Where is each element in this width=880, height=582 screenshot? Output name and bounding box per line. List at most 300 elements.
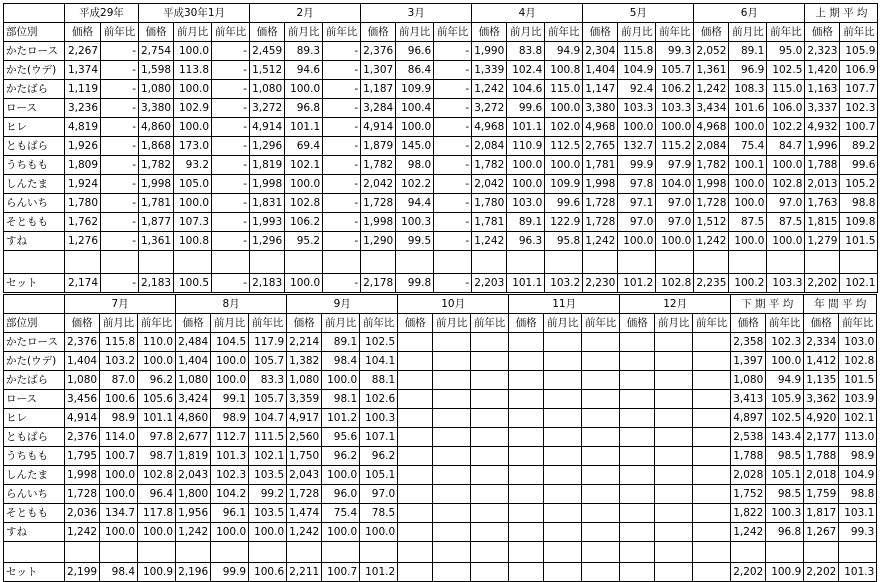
value-cell — [582, 409, 620, 428]
value-cell: - — [212, 194, 250, 213]
value-cell: 143.4 — [766, 428, 804, 447]
table-row — [4, 42, 878, 61]
value-cell: 1,781 — [583, 156, 618, 175]
value-cell — [620, 352, 655, 371]
value-cell: 100.6 — [100, 390, 138, 409]
value-cell: - — [323, 42, 361, 61]
value-cell: - — [434, 175, 472, 194]
period-header: 12月 — [620, 295, 731, 314]
column-header: 価格 — [65, 314, 100, 333]
value-cell: 101.2 — [322, 409, 360, 428]
value-cell — [398, 563, 433, 582]
cut-name: かた(ウデ) — [4, 352, 65, 371]
value-cell: 1,877 — [139, 213, 174, 232]
value-cell: 3,424 — [176, 390, 211, 409]
value-cell: 104.1 — [360, 352, 398, 371]
value-cell — [655, 504, 693, 523]
value-cell — [582, 333, 620, 352]
value-cell — [544, 563, 582, 582]
value-cell: - — [434, 232, 472, 251]
value-cell: 108.3 — [729, 80, 767, 99]
value-cell: 102.2 — [396, 175, 434, 194]
value-cell: 101.3 — [839, 563, 877, 582]
value-cell: 2,484 — [176, 333, 211, 352]
value-cell — [509, 390, 544, 409]
value-cell — [471, 352, 509, 371]
value-cell — [433, 466, 471, 485]
value-cell: 97.0 — [656, 194, 694, 213]
value-cell: 2,183 — [250, 274, 285, 293]
value-cell: 101.1 — [507, 274, 545, 293]
value-cell: 1,782 — [472, 156, 507, 175]
value-cell: 4,968 — [583, 118, 618, 137]
value-cell: 102.4 — [507, 61, 545, 80]
value-cell: 100.0 — [322, 371, 360, 390]
value-cell: 1,361 — [694, 61, 729, 80]
value-cell — [471, 409, 509, 428]
value-cell: 1,998 — [250, 175, 285, 194]
value-cell: 98.8 — [840, 194, 878, 213]
table-row — [4, 371, 877, 390]
value-cell: 4,819 — [65, 118, 101, 137]
value-cell: 1,926 — [65, 137, 101, 156]
table-row — [4, 352, 877, 371]
column-header: 価格 — [398, 314, 433, 333]
value-cell: 1,242 — [694, 80, 729, 99]
value-cell — [655, 371, 693, 390]
value-cell: - — [212, 175, 250, 194]
value-cell — [398, 371, 433, 390]
blank-cell — [101, 251, 139, 274]
value-cell: 99.5 — [396, 232, 434, 251]
blank-cell — [472, 251, 507, 274]
column-header: 前年比 — [693, 314, 731, 333]
value-cell — [544, 504, 582, 523]
value-cell — [582, 447, 620, 466]
value-cell — [433, 447, 471, 466]
value-cell: 2,376 — [361, 42, 396, 61]
value-cell: 102.6 — [360, 390, 398, 409]
value-cell: 99.3 — [656, 42, 694, 61]
value-cell — [582, 523, 620, 542]
value-cell: 1,998 — [65, 466, 100, 485]
value-cell: 1,728 — [583, 213, 618, 232]
value-cell: 1,267 — [804, 523, 839, 542]
cut-name: ヒレ — [4, 118, 65, 137]
value-cell: 100.0 — [729, 118, 767, 137]
value-cell — [693, 485, 731, 504]
value-cell: 2,211 — [287, 563, 322, 582]
value-cell: 100.0 — [138, 523, 176, 542]
blank-cell — [174, 251, 212, 274]
value-cell: 100.4 — [396, 99, 434, 118]
column-header: 前年比 — [767, 23, 805, 42]
value-cell: 100.0 — [396, 118, 434, 137]
table-row — [4, 175, 878, 194]
value-cell: 1,728 — [694, 194, 729, 213]
value-cell: 103.0 — [507, 194, 545, 213]
value-cell: 102.2 — [767, 118, 805, 137]
value-cell: 104.9 — [839, 466, 877, 485]
value-cell: 104.5 — [211, 333, 249, 352]
table-row — [4, 213, 878, 232]
value-cell: 106.2 — [285, 213, 323, 232]
value-cell: 1,290 — [361, 232, 396, 251]
cut-name: うちもも — [4, 447, 65, 466]
value-cell: 1,279 — [805, 232, 840, 251]
value-cell — [620, 466, 655, 485]
value-cell: 97.0 — [656, 213, 694, 232]
blank-cell — [434, 251, 472, 274]
value-cell — [398, 428, 433, 447]
value-cell: - — [212, 156, 250, 175]
value-cell: - — [323, 137, 361, 156]
value-cell — [471, 485, 509, 504]
value-cell — [471, 466, 509, 485]
value-cell: 3,284 — [361, 99, 396, 118]
price-table-second-half — [3, 294, 877, 582]
column-header: 前年比 — [212, 23, 250, 42]
column-header: 前月比 — [655, 314, 693, 333]
value-cell: 1,242 — [287, 523, 322, 542]
value-cell: 100.0 — [138, 352, 176, 371]
table-row — [4, 485, 877, 504]
value-cell: - — [101, 213, 139, 232]
value-cell: 101.6 — [729, 99, 767, 118]
value-cell: 1,242 — [694, 232, 729, 251]
value-cell — [544, 352, 582, 371]
value-cell: 100.0 — [545, 99, 583, 118]
value-cell: 78.5 — [360, 504, 398, 523]
value-cell: 96.2 — [322, 447, 360, 466]
value-cell: 100.0 — [211, 371, 249, 390]
value-cell: 1,242 — [472, 232, 507, 251]
value-cell: 100.0 — [174, 80, 212, 99]
value-cell: 109.9 — [396, 80, 434, 99]
value-cell: 96.0 — [322, 485, 360, 504]
value-cell: 104.6 — [507, 80, 545, 99]
value-cell: 1,879 — [361, 137, 396, 156]
value-cell: 99.6 — [840, 156, 878, 175]
value-cell — [544, 466, 582, 485]
value-cell — [693, 466, 731, 485]
value-cell: 115.8 — [100, 333, 138, 352]
value-cell — [509, 504, 544, 523]
value-cell: 1,788 — [731, 447, 766, 466]
value-cell — [509, 333, 544, 352]
column-header: 価格 — [805, 23, 840, 42]
value-cell — [433, 409, 471, 428]
value-cell: 100.0 — [729, 175, 767, 194]
value-cell: 3,362 — [804, 390, 839, 409]
value-cell: 104.9 — [618, 61, 656, 80]
column-header: 前月比 — [396, 23, 434, 42]
column-header: 前年比 — [249, 314, 287, 333]
value-cell — [693, 428, 731, 447]
value-cell: 103.5 — [249, 466, 287, 485]
value-cell: 100.0 — [767, 232, 805, 251]
value-cell: - — [101, 80, 139, 99]
value-cell: - — [434, 80, 472, 99]
blank-cell — [250, 251, 285, 274]
value-cell: 102.5 — [767, 61, 805, 80]
value-cell: - — [212, 118, 250, 137]
value-cell: 100.7 — [322, 563, 360, 582]
blank-cell — [544, 542, 582, 563]
value-cell: 2,042 — [472, 175, 507, 194]
value-cell: 1,817 — [804, 504, 839, 523]
value-cell: 101.1 — [138, 409, 176, 428]
table-row — [4, 61, 878, 80]
set-label: セット — [4, 274, 65, 293]
set-row — [4, 274, 878, 293]
blank-cell — [285, 251, 323, 274]
blank-cell — [693, 542, 731, 563]
value-cell: 4,920 — [804, 409, 839, 428]
value-cell: 2,214 — [287, 333, 322, 352]
value-cell — [509, 409, 544, 428]
value-cell — [398, 447, 433, 466]
column-header: 前年比 — [840, 23, 878, 42]
value-cell: - — [212, 137, 250, 156]
value-cell: 111.5 — [249, 428, 287, 447]
value-cell: 2,334 — [804, 333, 839, 352]
value-cell: - — [434, 61, 472, 80]
period-header: 6月 — [694, 4, 805, 23]
table-row — [4, 232, 878, 251]
blank-cell — [507, 251, 545, 274]
value-cell: 106.9 — [840, 61, 878, 80]
value-cell: 1,728 — [361, 194, 396, 213]
value-cell — [398, 409, 433, 428]
value-cell: 87.0 — [100, 371, 138, 390]
value-cell: - — [434, 213, 472, 232]
value-cell: 89.1 — [729, 42, 767, 61]
value-cell: 99.9 — [618, 156, 656, 175]
blank-cell — [176, 542, 211, 563]
value-cell: 102.8 — [839, 352, 877, 371]
value-cell: 100.9 — [766, 563, 804, 582]
value-cell: 1,404 — [65, 352, 100, 371]
value-cell: 122.9 — [545, 213, 583, 232]
value-cell: 102.1 — [840, 274, 878, 293]
value-cell: 100.5 — [174, 274, 212, 293]
value-cell — [655, 352, 693, 371]
value-cell: 115.8 — [618, 42, 656, 61]
value-cell: 105.2 — [840, 175, 878, 194]
value-cell: 83.8 — [507, 42, 545, 61]
value-cell: 2,043 — [287, 466, 322, 485]
value-cell: 100.0 — [100, 523, 138, 542]
blank-cell — [731, 542, 766, 563]
value-cell: 103.3 — [767, 274, 805, 293]
value-cell: 1,815 — [805, 213, 840, 232]
value-cell: 2,765 — [583, 137, 618, 156]
blank-cell — [545, 251, 583, 274]
value-cell: 101.1 — [285, 118, 323, 137]
value-cell: 2,376 — [65, 428, 100, 447]
value-cell — [582, 390, 620, 409]
value-cell: 94.6 — [285, 61, 323, 80]
value-cell — [544, 485, 582, 504]
value-cell: 102.3 — [840, 99, 878, 118]
period-header: 11月 — [509, 295, 620, 314]
value-cell: - — [101, 42, 139, 61]
value-cell: 100.0 — [322, 466, 360, 485]
value-cell: 2,042 — [361, 175, 396, 194]
value-cell: 4,932 — [805, 118, 840, 137]
value-cell: 1,990 — [472, 42, 507, 61]
value-cell: 1,728 — [65, 485, 100, 504]
value-cell: 101.3 — [211, 447, 249, 466]
table-row — [4, 409, 877, 428]
value-cell: 1,956 — [176, 504, 211, 523]
value-cell — [655, 466, 693, 485]
value-cell: - — [323, 194, 361, 213]
value-cell: 2,304 — [583, 42, 618, 61]
value-cell: 98.5 — [766, 447, 804, 466]
value-cell: 95.2 — [285, 232, 323, 251]
blank-cell — [211, 542, 249, 563]
value-cell: 105.7 — [249, 352, 287, 371]
blank-row — [4, 542, 877, 563]
value-cell: 3,272 — [250, 99, 285, 118]
value-cell: 2,084 — [472, 137, 507, 156]
value-cell: 99.8 — [396, 274, 434, 293]
blank-cell — [655, 542, 693, 563]
column-header: 価格 — [509, 314, 544, 333]
value-cell: 100.0 — [507, 175, 545, 194]
value-cell: 98.7 — [138, 447, 176, 466]
value-cell: 2,018 — [804, 466, 839, 485]
value-cell — [544, 409, 582, 428]
value-cell: 1,242 — [731, 523, 766, 542]
value-cell — [693, 504, 731, 523]
value-cell — [509, 466, 544, 485]
value-cell: 1,780 — [65, 194, 101, 213]
value-cell: 1,781 — [139, 194, 174, 213]
value-cell: 110.9 — [507, 137, 545, 156]
value-cell: 2,036 — [65, 504, 100, 523]
cut-name: かたばら — [4, 80, 65, 99]
blank-cell — [398, 542, 433, 563]
value-cell — [544, 390, 582, 409]
value-cell: 115.0 — [545, 80, 583, 99]
value-cell — [471, 428, 509, 447]
value-cell — [655, 523, 693, 542]
value-cell: 1,788 — [805, 156, 840, 175]
value-cell — [471, 504, 509, 523]
column-header: 前月比 — [322, 314, 360, 333]
value-cell: - — [323, 118, 361, 137]
value-cell: 1,163 — [805, 80, 840, 99]
value-cell: 1,924 — [65, 175, 101, 194]
value-cell: 100.0 — [545, 156, 583, 175]
value-cell: 99.6 — [545, 194, 583, 213]
value-cell — [620, 563, 655, 582]
value-cell: 115.2 — [656, 137, 694, 156]
period-header: 平成29年 — [65, 4, 139, 23]
value-cell: 4,968 — [472, 118, 507, 137]
value-cell: 1,187 — [361, 80, 396, 99]
value-cell: - — [101, 156, 139, 175]
value-cell: 1,762 — [65, 213, 101, 232]
value-cell: 96.4 — [138, 485, 176, 504]
blank-cell — [212, 251, 250, 274]
period-header: 上 期 平 均 — [805, 4, 878, 23]
value-cell: 3,434 — [694, 99, 729, 118]
value-cell: 1,750 — [287, 447, 322, 466]
table-row — [4, 428, 877, 447]
value-cell: 97.8 — [618, 175, 656, 194]
value-cell: 98.0 — [396, 156, 434, 175]
period-header: 2月 — [250, 4, 361, 23]
value-cell: 105.9 — [840, 42, 878, 61]
value-cell: 1,080 — [731, 371, 766, 390]
value-cell — [620, 390, 655, 409]
blank-cell — [100, 542, 138, 563]
value-cell: 105.1 — [360, 466, 398, 485]
value-cell: - — [212, 213, 250, 232]
value-cell: 87.5 — [729, 213, 767, 232]
value-cell — [582, 563, 620, 582]
value-cell: 2,178 — [361, 274, 396, 293]
value-cell: 4,917 — [287, 409, 322, 428]
value-cell: - — [434, 194, 472, 213]
value-cell: - — [323, 274, 361, 293]
value-cell: 106.2 — [656, 80, 694, 99]
value-cell: 4,860 — [176, 409, 211, 428]
blank-cell — [433, 542, 471, 563]
value-cell — [398, 352, 433, 371]
value-cell: 102.8 — [138, 466, 176, 485]
value-cell: 104.7 — [249, 409, 287, 428]
value-cell: 100.0 — [322, 523, 360, 542]
value-cell: 113.0 — [839, 428, 877, 447]
value-cell: - — [323, 175, 361, 194]
column-header: 前年比 — [101, 23, 139, 42]
period-header-row — [4, 4, 878, 23]
column-header: 前年比 — [471, 314, 509, 333]
value-cell: 93.2 — [174, 156, 212, 175]
value-cell: - — [434, 99, 472, 118]
value-cell — [582, 352, 620, 371]
value-cell: 2,754 — [139, 42, 174, 61]
value-cell — [582, 504, 620, 523]
period-header: 7月 — [65, 295, 176, 314]
value-cell: - — [101, 175, 139, 194]
value-cell: 1,819 — [250, 156, 285, 175]
set-row — [4, 563, 877, 582]
value-cell: 1,404 — [583, 61, 618, 80]
value-cell: 1,998 — [139, 175, 174, 194]
blank-cell — [322, 542, 360, 563]
column-header: 価格 — [65, 23, 101, 42]
cut-name: すね — [4, 232, 65, 251]
table-row — [4, 523, 877, 542]
value-cell: 2,677 — [176, 428, 211, 447]
value-cell — [509, 352, 544, 371]
value-cell: 100.0 — [729, 232, 767, 251]
value-cell: 114.0 — [100, 428, 138, 447]
value-cell: 1,296 — [250, 137, 285, 156]
value-cell — [509, 563, 544, 582]
value-cell: 106.0 — [767, 99, 805, 118]
blank-cell — [804, 542, 839, 563]
value-cell — [620, 485, 655, 504]
value-cell — [433, 390, 471, 409]
corner-cell — [4, 295, 65, 314]
